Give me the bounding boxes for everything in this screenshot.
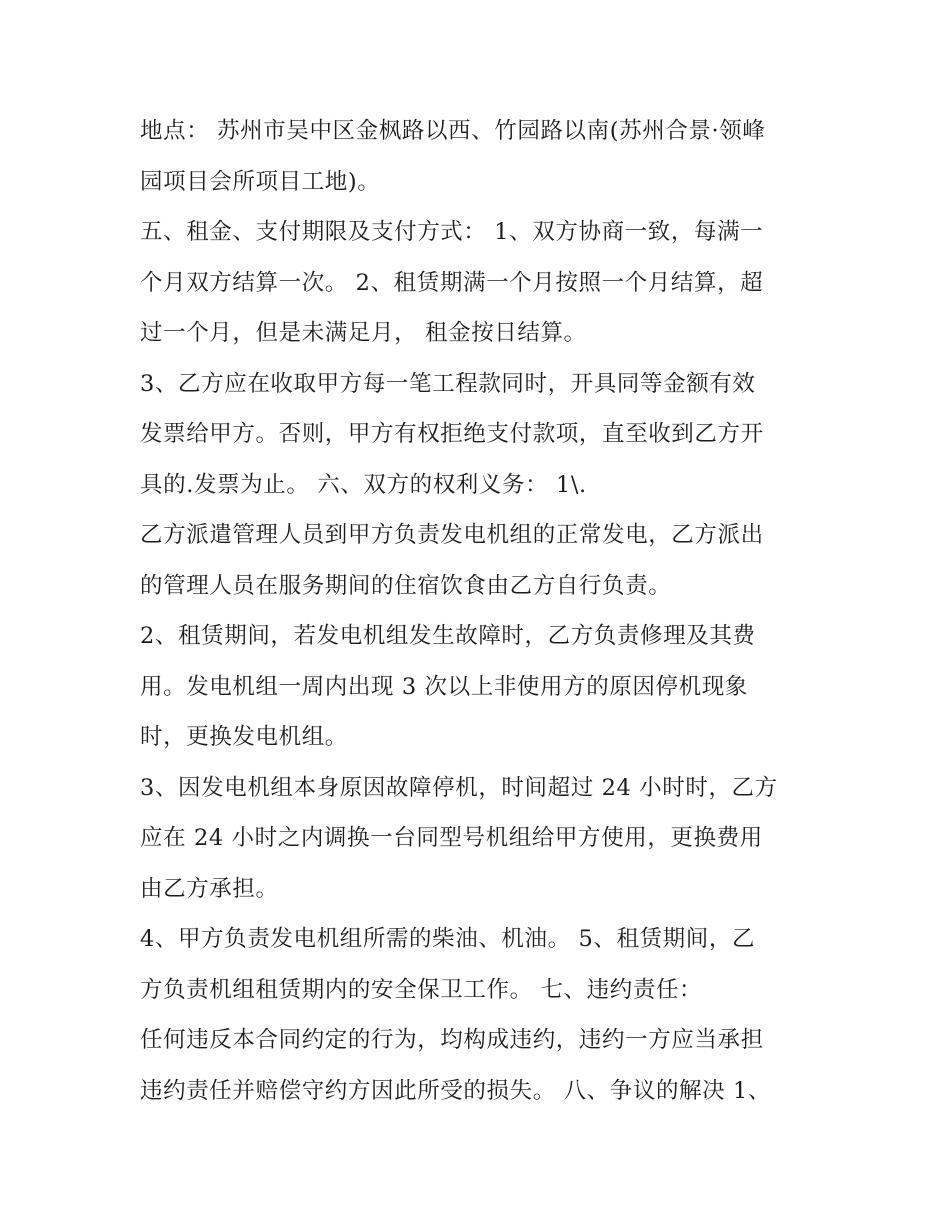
text-line: 发票给甲方。否则，甲方有权拒绝支付款项，直至收到乙方开 — [140, 421, 764, 447]
text-line: 由乙方承担。 — [140, 875, 279, 902]
text-line: 五、租金、支付期限及支付方式： 1、双方协商一致，每满一 — [140, 219, 764, 245]
text-line: 具的.发票为止。 六、双方的权利义务： 1\. — [140, 471, 587, 498]
text-line: 乙方派遣管理人员到甲方负责发电机组的正常发电，乙方派出 — [140, 522, 764, 548]
document-body — [140, 106, 820, 1116]
text-line: 4、甲方负责发电机组所需的柴油、机油。 5、租赁期间，乙 — [140, 926, 756, 952]
text-line: 地点： 苏州市吴中区金枫路以西、竹园路以南(苏州合景·领峰 — [140, 118, 766, 144]
text-line: 方负责机组租赁期内的安全保卫工作。 七、违约责任： — [140, 976, 703, 1003]
text-line: 任何违反本合同约定的行为，均构成违约，违约一方应当承担 — [140, 1027, 764, 1053]
text-line: 时，更换发电机组。 — [140, 724, 348, 750]
text-line: 应在 24 小时之内调换一台同型号机组给甲方使用，更换费用 — [140, 825, 763, 851]
text-line: 3、因发电机组本身原因故障停机，时间超过 24 小时时，乙方 — [140, 774, 778, 801]
text-line: 个月双方结算一次。 2、租赁期满一个月按照一个月结算，超 — [140, 269, 764, 296]
text-line: 的管理人员在服务期间的住宿饮食由乙方自行负责。 — [140, 572, 672, 599]
text-line: 3、乙方应在收取甲方每一笔工程款同时，开具同等金额有效 — [140, 370, 756, 397]
text-line: 2、租赁期间，若发电机组发生故障时，乙方负责修理及其费 — [140, 623, 756, 649]
text-line: 违约责任并赔偿守约方因此所受的损失。 八、争议的解决 1、 — [140, 1077, 772, 1104]
text-line: 过一个月，但是未满足月， 租金按日结算。 — [140, 320, 587, 346]
text-line: 园项目会所项目工地)。 — [140, 168, 381, 195]
text-line: 用。发电机组一周内出现 3 次以上非使用方的原因停机现象 — [140, 673, 748, 700]
